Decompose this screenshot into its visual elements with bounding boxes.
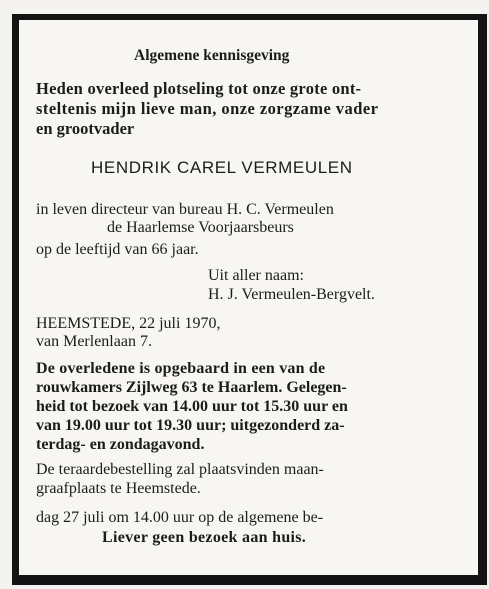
function-line: in leven directeur van bureau H. C. Vermeulen (36, 201, 334, 218)
function-line: de Haarlemse Voorjaarsbeurs (107, 219, 294, 236)
signature-name: H. J. Vermeulen-Bergvelt. (208, 286, 375, 303)
lying-in-state-line: terdag- en zondagavond. (36, 436, 205, 453)
burial-line: graafplaats te Heemstede. (36, 480, 201, 497)
place-date: HEEMSTEDE, 22 juli 1970, (36, 315, 221, 332)
notice-heading: Algemene kennisgeving (134, 47, 290, 64)
intro-line: Heden overleed plotseling tot onze grote ont- (36, 79, 362, 98)
signature-label: Uit aller naam: (208, 267, 304, 284)
intro-line: steltenis mijn lieve man, onze zorgzame vader (36, 99, 379, 118)
burial-line: De teraardebestelling zal plaatsvinden maan- (36, 461, 324, 478)
age-line: op de leeftijd van 66 jaar. (36, 241, 199, 258)
lying-in-state-line: heid tot bezoek van 14.00 uur tot 15.30 uur en (36, 398, 348, 415)
address: van Merlenlaan 7. (36, 333, 152, 350)
lying-in-state-line: rouwkamers Zijlweg 63 te Haarlem. Gelegen- (36, 379, 347, 396)
intro-line: en grootvader (36, 119, 135, 138)
closing-line: Liever geen bezoek aan huis. (102, 529, 307, 546)
lying-in-state-line: van 19.00 uur tot 19.30 uur; uitgezonderd za- (36, 417, 345, 434)
burial-line: dag 27 juli om 14.00 uur op de algemene be- (36, 509, 324, 526)
lying-in-state-line: De overledene is opgebaard in een van de (36, 360, 326, 377)
deceased-name: HENDRIK CAREL VERMEULEN (91, 158, 353, 177)
